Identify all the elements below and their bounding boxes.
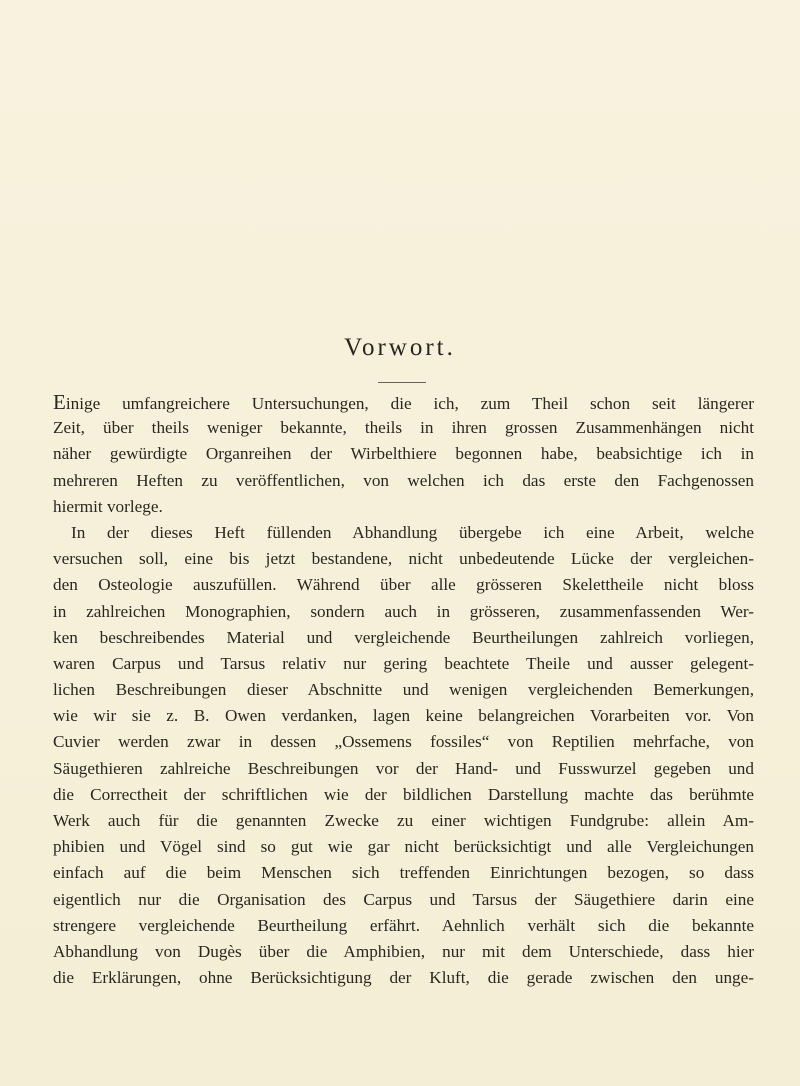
- text-line: wie wir sie z. B. Owen verdanken, lagen keine belangreichen Vorarbeiten vor. Von: [53, 706, 754, 726]
- text-line: in zahlreichen Monographien, sondern auch in grösseren, zusammenfassenden Wer-: [53, 601, 754, 621]
- text-line: den Osteologie auszufüllen. Während über alle grösseren Skelettheile nicht bloss: [53, 575, 754, 595]
- text-line: näher gewürdigte Organreihen der Wirbelthiere begonnen habe, beabsichtige ich in: [53, 444, 754, 464]
- title-rule: [378, 382, 426, 383]
- text-line: strengere vergleichende Beurtheilung erfährt. Aehnlich verhält sich die bekannte: [53, 915, 754, 935]
- text-line: Zeit, über theils weniger bekannte, theils in ihren grossen Zusammenhängen nicht: [53, 418, 754, 438]
- text-line: einfach auf die beim Menschen sich treffenden Einrichtungen bezogen, so dass: [53, 863, 754, 883]
- text-line: mehreren Heften zu veröffentlichen, von welchen ich das erste den Fachgenossen: [53, 470, 754, 490]
- text-line: Werk auch für die genannten Zwecke zu einer wichtigen Fundgrube: allein Am-: [53, 811, 754, 830]
- text-line: die Correctheit der schriftlichen wie der bildlichen Darstellung machte das berühmte: [53, 784, 754, 804]
- text-line: die Erklärungen, ohne Berücksichtigung der Kluft, die gerade zwischen den unge-: [53, 968, 754, 988]
- text-line: lichen Beschreibungen dieser Abschnitte und wenigen vergleichenden Bemerkungen,: [53, 680, 754, 700]
- text-line: In der dieses Heft füllenden Abhandlung übergebe ich eine Arbeit, welche: [71, 522, 754, 542]
- text-line: Abhandlung von Dugès über die Amphibien, nur mit dem Unterschiede, dass hier: [53, 941, 754, 961]
- text-line: ken beschreibendes Material und vergleichende Beurtheilungen zahlreich vorliegen,: [53, 627, 754, 647]
- text-line: phibien und Vögel sind so gut wie gar nicht berücksichtigt und alle Vergleichungen: [53, 837, 754, 857]
- text-line: Säugethieren zahlreiche Beschreibungen vor der Hand- und Fusswurzel gegeben und: [53, 758, 754, 778]
- text-line: hiermit vorlege.: [53, 496, 163, 516]
- text-line: waren Carpus und Tarsus relativ nur gering beachtete Theile und ausser gelegent-: [53, 653, 754, 673]
- text-line: eigentlich nur die Organisation des Carpus und Tarsus der Säugethiere darin eine: [53, 889, 754, 909]
- text-line: versuchen soll, eine bis jetzt bestandene, nicht unbedeutende Lücke der vergleichen-: [53, 549, 754, 569]
- text-line: Cuvier werden zwar in dessen „Ossemens fossiles“ von Reptilien mehrfache, von: [53, 732, 754, 752]
- text-line: Einige umfangreichere Untersuchungen, die ich, zum Theil schon seit längerer: [53, 390, 754, 414]
- page-title: Vorwort.: [344, 334, 456, 361]
- body-text: [53, 389, 754, 991]
